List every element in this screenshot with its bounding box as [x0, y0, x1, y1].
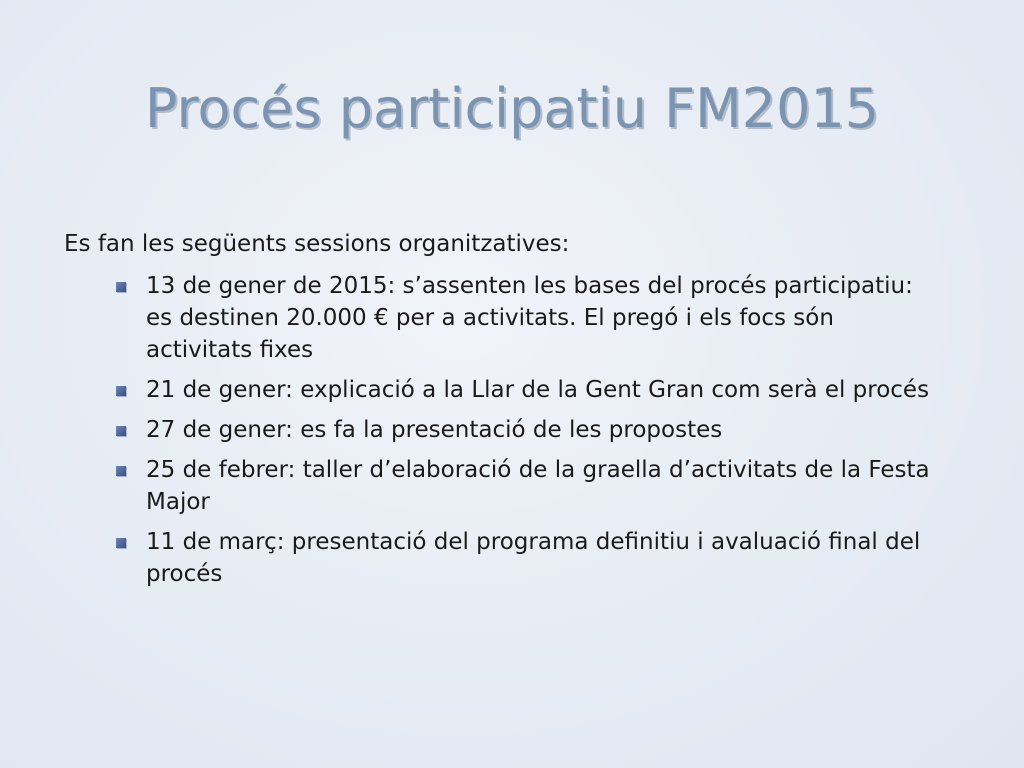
list-item — [64, 414, 936, 446]
list-item-text: 11 de març: presentació del programa definitiu i avaluació final del procés — [146, 529, 921, 587]
list-item — [64, 374, 936, 406]
square-bullet-icon — [116, 386, 126, 396]
bullet-list — [64, 270, 964, 590]
list-item — [64, 270, 936, 366]
list-item — [64, 526, 936, 590]
square-bullet-icon — [116, 426, 126, 436]
square-bullet-icon — [116, 466, 126, 476]
list-item-text: 25 de febrer: taller d’elaboració de la graella d’activitats de la Festa Major — [146, 457, 930, 515]
slide-title: Procés participatiu FM2015 — [144, 77, 880, 140]
intro-text: Es fan les següents sessions organitzatives: — [64, 231, 570, 257]
list-item-text: 21 de gener: explicació a la Llar de la Gent Gran com serà el procés — [146, 377, 930, 403]
list-item-text: 27 de gener: es fa la presentació de les propostes — [146, 417, 723, 443]
list-item-text: 13 de gener de 2015: s’assenten les bases del procés participatiu: es destinen 20.000 € per a activitats. El pregó i els focs són activitats fixes — [146, 273, 913, 363]
square-bullet-icon — [116, 538, 126, 548]
slide-content — [64, 228, 964, 598]
square-bullet-icon — [116, 282, 126, 292]
list-item — [64, 454, 936, 518]
